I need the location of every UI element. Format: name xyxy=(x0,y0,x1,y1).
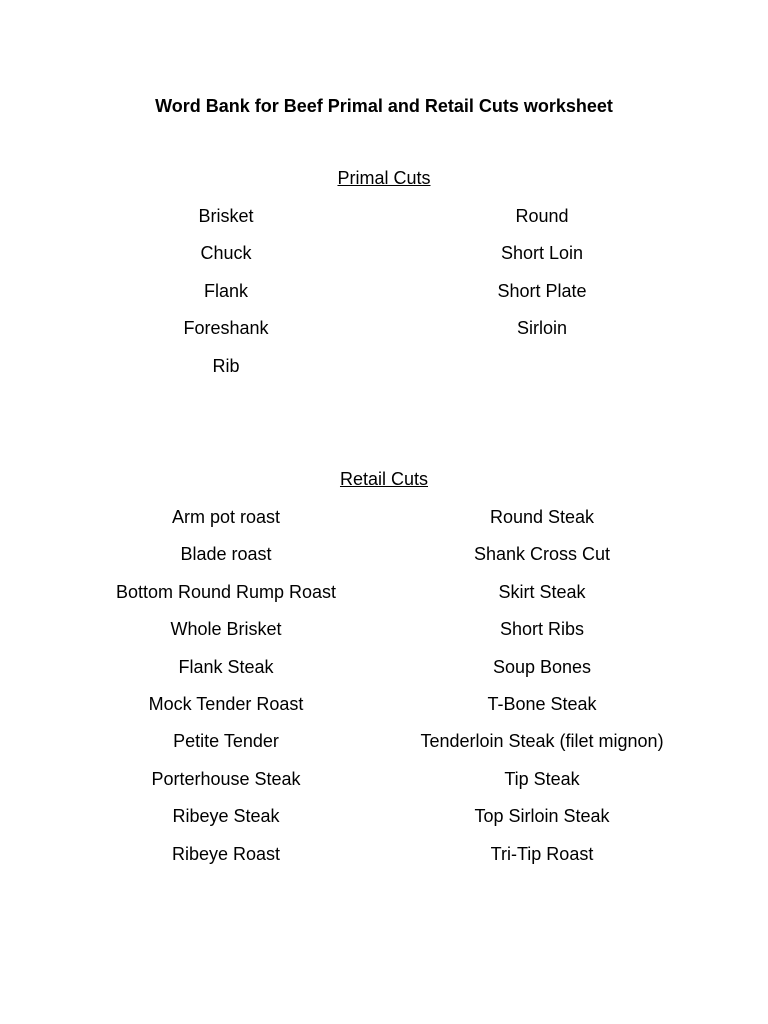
retail-cut-item: Round Steak xyxy=(489,507,595,527)
primal-cut-item: Sirloin xyxy=(516,318,568,339)
retail-cut-item: Tip Steak xyxy=(504,768,580,789)
primal-cut-item: Chuck xyxy=(200,243,252,264)
retail-cut-item: Arm pot roast xyxy=(171,507,281,527)
primal-cut-item: Short Loin xyxy=(500,243,584,264)
retail-cut-item: Ribeye Steak xyxy=(172,806,280,827)
retail-cut-item: Whole Brisket xyxy=(170,619,282,640)
retail-cut-item: Skirt Steak xyxy=(498,581,586,602)
retail-cut-item: Shank Cross Cut xyxy=(473,544,611,565)
retail-cut-item: Tri-Tip Roast xyxy=(490,843,594,864)
retail-cut-item: Soup Bones xyxy=(492,656,592,677)
retail-cut-item: Bottom Round Rump Roast xyxy=(115,581,337,602)
primal-cuts-right-column xyxy=(392,204,692,354)
retail-cut-item: Flank Steak xyxy=(178,656,274,677)
primal-cut-item: Brisket xyxy=(198,206,254,226)
primal-cut-item: Rib xyxy=(212,355,240,376)
retail-cuts-left-column xyxy=(76,505,376,879)
retail-cuts-heading: Retail Cuts xyxy=(339,469,429,489)
retail-cut-item: Tenderloin Steak (filet mignon) xyxy=(420,731,664,752)
retail-cut-item: Petite Tender xyxy=(173,731,279,752)
page-title: Word Bank for Beef Primal and Retail Cuts worksheet xyxy=(155,96,613,116)
retail-cut-item: Short Ribs xyxy=(499,619,585,640)
retail-cut-item: Ribeye Roast xyxy=(171,843,281,864)
retail-cut-item: Porterhouse Steak xyxy=(151,768,301,789)
primal-cut-item: Flank xyxy=(203,280,248,301)
primal-cuts-heading: Primal Cuts xyxy=(337,168,431,188)
retail-cut-item: Top Sirloin Steak xyxy=(474,806,610,827)
retail-cut-item: Blade roast xyxy=(180,544,272,565)
primal-cut-item: Round xyxy=(515,206,569,226)
primal-cut-item: Foreshank xyxy=(183,318,269,339)
retail-cut-item: Mock Tender Roast xyxy=(148,693,304,714)
retail-cuts-right-column xyxy=(392,505,692,879)
primal-cuts-left-column xyxy=(76,204,376,391)
retail-cut-item: T-Bone Steak xyxy=(487,693,597,714)
primal-cut-item: Short Plate xyxy=(497,280,587,301)
